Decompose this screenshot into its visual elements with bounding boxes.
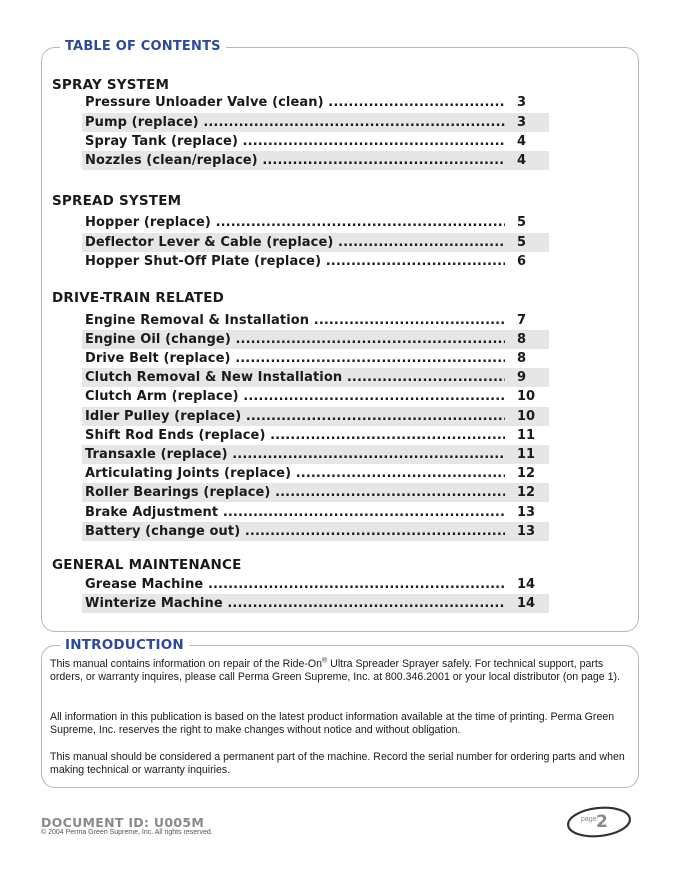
toc-item[interactable] — [82, 426, 549, 445]
toc-item-page: 3 — [517, 95, 527, 110]
toc-item[interactable] — [82, 483, 549, 502]
toc-item[interactable] — [82, 387, 549, 406]
toc-item[interactable] — [82, 151, 549, 170]
toc-item[interactable] — [82, 575, 549, 594]
intro-paragraph-3: This manual should be considered a permanent part of the machine. Record the serial number for ordering parts and when making technical or warranty inquiries. — [50, 751, 625, 776]
toc-item[interactable] — [82, 93, 549, 112]
toc-panel — [41, 39, 639, 632]
toc-item-label: Drive Belt (replace) ..... — [85, 349, 505, 368]
toc-title: TABLE OF CONTENTS — [60, 38, 226, 56]
toc-item[interactable] — [82, 113, 549, 132]
toc-item[interactable] — [82, 132, 549, 151]
toc-item[interactable] — [82, 522, 549, 541]
toc-item-label: Engine Oil (change) ..... — [85, 330, 505, 349]
toc-item-label: Winterize Machine ..... — [85, 594, 505, 613]
toc-item-label: Idler Pulley (replace) ..... — [85, 407, 505, 426]
section-heading-spread: SPREAD SYSTEM — [52, 193, 182, 209]
toc-item-page: 5 — [517, 235, 527, 250]
toc-item-label: Pressure Unloader Valve (clean) ..... — [85, 93, 505, 112]
toc-item-page: 10 — [517, 389, 536, 404]
toc-item-page: 14 — [517, 577, 536, 592]
intro-paragraph-2: All information in this publication is based on the latest product information available at the time of printing. Perma Green Supreme, Inc. reserves the right to make changes without notice and without obligation. — [50, 711, 615, 736]
toc-item-page: 5 — [517, 215, 527, 230]
introduction-panel — [41, 637, 639, 788]
toc-item[interactable] — [82, 407, 549, 426]
toc-item-page: 4 — [517, 153, 527, 168]
toc-item[interactable] — [82, 349, 549, 368]
toc-item[interactable] — [82, 445, 549, 464]
toc-item[interactable] — [82, 213, 549, 232]
toc-item-page: 10 — [517, 409, 536, 424]
toc-item-page: 12 — [517, 485, 536, 500]
toc-item-label: Clutch Removal & New Installation ..... — [85, 368, 505, 387]
toc-item-page: 13 — [517, 524, 536, 539]
toc-item-page: 9 — [517, 370, 527, 385]
intro-p1-end: Ultra Spreader Sprayer safely. For technical support, parts orders, or warranty inquires, please call Perma Green Supreme, Inc. at 800.346.2001 or your local distributor (on page 1). — [50, 658, 621, 683]
section-heading-spray: SPRAY SYSTEM — [52, 77, 170, 93]
toc-item-page: 7 — [517, 313, 527, 328]
toc-item-label: Roller Bearings (replace) ..... — [85, 483, 505, 502]
page-number: 2 — [596, 812, 608, 832]
intro-p1-start: This manual contains information on repair of the Ride-On — [50, 658, 323, 670]
toc-item-label: Brake Adjustment ..... — [85, 503, 505, 522]
toc-item-page: 4 — [517, 134, 527, 149]
toc-item-label: Clutch Arm (replace) ..... — [85, 387, 505, 406]
toc-item-page: 11 — [517, 428, 536, 443]
document-id: DOCUMENT ID: U005M — [41, 815, 205, 830]
toc-item[interactable] — [82, 311, 549, 330]
toc-item[interactable] — [82, 464, 549, 483]
toc-item[interactable] — [82, 252, 549, 271]
toc-item-label: Shift Rod Ends (replace) ..... — [85, 426, 505, 445]
toc-item-page: 11 — [517, 447, 536, 462]
toc-item-label: Deflector Lever & Cable (replace) ..... — [85, 233, 505, 252]
toc-item-label: Engine Removal & Installation ..... — [85, 311, 505, 330]
toc-item-label: Transaxle (replace) ..... — [85, 445, 505, 464]
toc-item-label: Nozzles (clean/replace) ..... — [85, 151, 505, 170]
toc-item-label: Pump (replace) ..... — [85, 113, 505, 132]
toc-item-label: Spray Tank (replace) ..... — [85, 132, 505, 151]
introduction-title: INTRODUCTION — [60, 636, 189, 654]
toc-item[interactable] — [82, 368, 549, 387]
toc-item[interactable] — [82, 233, 549, 252]
copyright-notice: © 2004 Perma Green Supreme, Inc. All rights reserved. — [41, 829, 213, 836]
toc-item-label: Hopper Shut-Off Plate (replace) ..... — [85, 252, 505, 271]
section-heading-drive-train: DRIVE-TRAIN RELATED — [52, 290, 225, 306]
intro-paragraph-1 — [50, 658, 630, 684]
toc-item-page: 8 — [517, 332, 527, 347]
toc-item-page: 14 — [517, 596, 536, 611]
toc-item-page: 6 — [517, 254, 527, 269]
section-heading-general-maintenance: GENERAL MAINTENANCE — [52, 557, 242, 573]
toc-item-page: 13 — [517, 505, 536, 520]
toc-item-label: Grease Machine ..... — [85, 575, 505, 594]
toc-item-page: 8 — [517, 351, 527, 366]
toc-item[interactable] — [82, 330, 549, 349]
toc-item-page: 12 — [517, 466, 536, 481]
toc-item[interactable] — [82, 594, 549, 613]
toc-item-page: 3 — [517, 115, 527, 130]
toc-item-label: Articulating Joints (replace) ..... — [85, 464, 505, 483]
page-label: page — [581, 816, 597, 823]
registered-mark: ® — [322, 657, 328, 665]
toc-item[interactable] — [82, 503, 549, 522]
toc-item-label: Hopper (replace) ..... — [85, 213, 505, 232]
toc-item-label: Battery (change out) ..... — [85, 522, 505, 541]
